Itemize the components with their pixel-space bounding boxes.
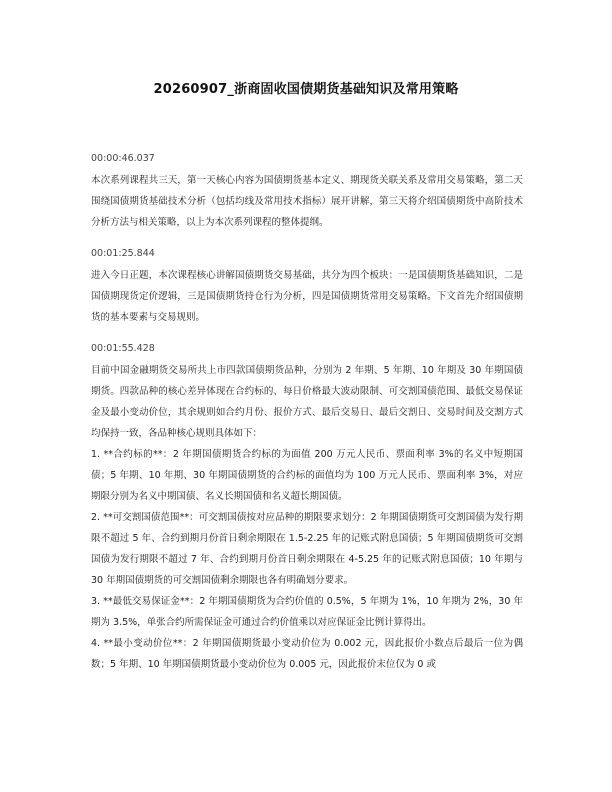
segment-timestamp: 00:01:25.844 xyxy=(91,248,155,259)
list-item-minimum-margin: 3. **最低交易保证金**：2 年期国债期货为合约价值的 0.5%，5 年期为 1%，10 年期为 2%，30 年期为 3.5%，单张合约所需保证金可通过合约价值乘以对应保证金比例计算得出。 xyxy=(91,596,523,628)
transcript-body xyxy=(91,152,523,675)
segment-timestamp: 00:01:55.428 xyxy=(91,343,155,354)
list-item-contract-underlying: 1. **合约标的**：2 年期国债期货合约标的为面值 200 万元人民币、票面利率 3%的名义中短期国债；5 年期、10 年期、30 年期国债期货的合约标的面值均为 100 万元人民币、票面利率 3%，对应期限分别为名义中期国债、名义长期国债和名义超长期国债。 xyxy=(91,449,523,502)
list-item-deliverable-bonds: 2. **可交割国债范围**：可交割国债按对应品种的期限要求划分：2 年期国债期货可交割国债为发行期限不超过 5 年、合约到期月份首日剩余期限在 1.5-2.25 年的记账式附息国债；5 年期国债期货可交割国债为发行期限不超过 7 年、合约到期月份首日剩余期限在 4-5.25 年的记账式附息国债；10 年期与 30 年期国债期货的可交割国债剩余期限也各有明确划分要求。 xyxy=(91,512,523,586)
document-title: 20260907_浙商固收国债期货基础知识及常用策略 xyxy=(153,82,459,97)
segment-timestamp: 00:00:46.037 xyxy=(91,153,155,164)
transcript-segment xyxy=(91,152,523,233)
transcript-segment xyxy=(91,247,523,328)
transcript-segment xyxy=(91,342,523,675)
segment-paragraph: 本次系列课程共三天，第一天核心内容为国债期货基本定义、期现货关联关系及常用交易策略，第二天围绕国债期货基础技术分析（包括均线及常用技术指标）展开讲解，第三天将介绍国债期货中高阶技术分析方法与相关策略，以上为本次系列课程的整体提纲。 xyxy=(91,175,523,228)
segment-paragraph: 进入今日正题，本次课程核心讲解国债期货交易基础，共分为四个板块：一是国债期货基础知识，二是国债期现货定价逻辑，三是国债期货持仓行为分析，四是国债期货常用交易策略。下文首先介绍国债期货的基本要素与交易规则。 xyxy=(91,270,523,323)
segment-paragraph: 目前中国金融期货交易所共上市四款国债期货品种，分别为 2 年期、5 年期、10 年期及 30 年期国债期货。四款品种的核心差异体现在合约标的、每日价格最大波动限制、可交割国债范围、最低交易保证金及最小变动价位，其余规则如合约月份、报价方式、最后交易日、最后交割日、交易时间及交割方式均保持一致，各品种核心规则具体如下： xyxy=(91,365,523,439)
list-item-minimum-tick: 4. **最小变动价位**：2 年期国债期货最小变动价位为 0.002 元，因此报价小数点后最后一位为偶数；5 年期、10 年期国债期货最小变动价位为 0.005 元，因此报价末位仅为 0 或 xyxy=(91,638,523,670)
